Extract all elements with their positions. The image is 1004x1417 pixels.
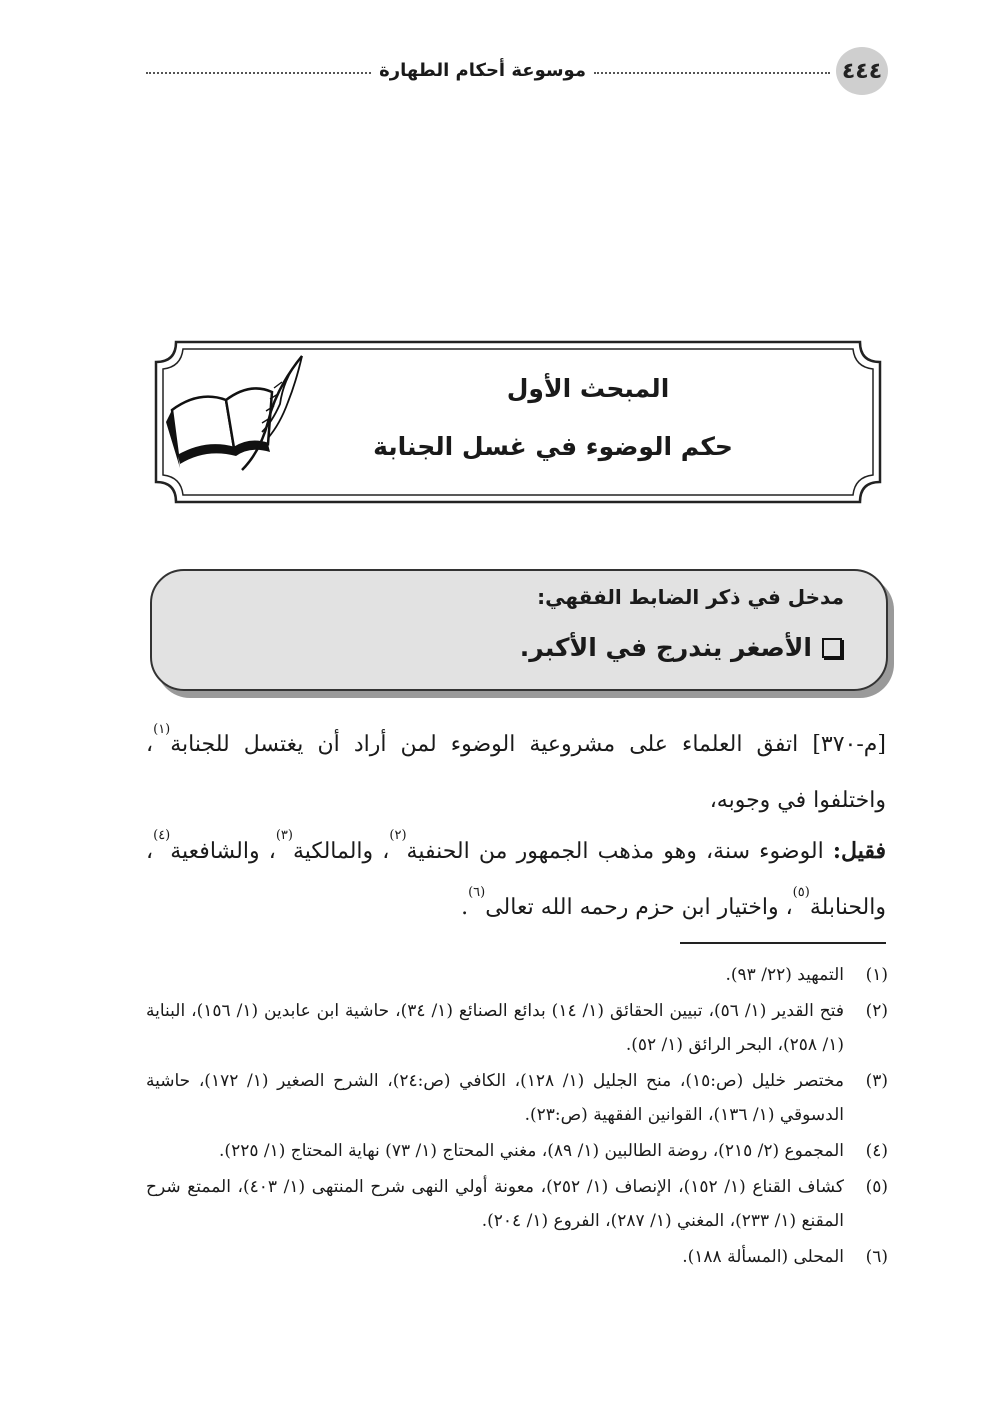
paragraph-text: .	[461, 895, 469, 920]
running-title-bar	[146, 44, 830, 96]
footnote-number: (١)	[865, 965, 888, 985]
footnote-ref[interactable]: (٣)	[275, 828, 293, 843]
footnote-text: المجموع (٢/ ٢١٥)، روضة الطالبين (١/ ٨٩)، مغني المحتاج (١/ ٧٣) نهاية المحتاج (١/ ٢٢٥).	[219, 1141, 844, 1161]
page-number: ٤٤٤	[836, 47, 888, 95]
chapter-subheading: حكم الوضوء في غسل الجنابة	[373, 432, 733, 461]
checkbox-bullet-icon	[822, 638, 842, 658]
footnote-item	[146, 1064, 888, 1132]
chapter-heading: المبحث الأول	[506, 374, 670, 403]
footnote-item	[146, 958, 888, 992]
footnotes	[146, 958, 888, 1276]
footnote-number: (٤)	[865, 1141, 888, 1161]
paragraph-intro	[146, 717, 886, 829]
juristic-rule-box	[150, 569, 888, 691]
rule-statement	[520, 633, 842, 662]
paragraph-text: ، واختيار ابن حزم رحمه الله تعالى	[485, 895, 793, 920]
footnote-ref[interactable]: (٤)	[153, 828, 171, 843]
footnote-text: فتح القدير (١/ ٥٦)، تبيين الحقائق (١/ ١٤) بدائع الصنائع (١/ ٣٤)، حاشية ابن عابدين (١/ ١٥٦)، البناية (١/ ٢٥٨)، البحر الرائق (١/ ٥٢).	[146, 1001, 844, 1055]
footnote-text: التمهيد (٢٢/ ٩٣).	[725, 965, 844, 985]
paragraph-text: الوضوء سنة، وهو مذهب الجمهور من الحنفية	[406, 839, 833, 864]
running-title: موسوعة أحكام الطهارة	[379, 59, 586, 81]
footnote-number: (٥)	[865, 1177, 888, 1197]
dotted-leader-right	[594, 72, 830, 74]
footnote-item	[146, 994, 888, 1062]
footnote-ref[interactable]: (٥)	[792, 885, 810, 900]
dotted-leader-left	[146, 72, 371, 74]
chapter-title-box	[146, 340, 890, 504]
footnote-ref[interactable]: (١)	[153, 722, 171, 737]
footnote-ref[interactable]: (٦)	[468, 885, 486, 900]
footnote-text: مختصر خليل (ص:١٥)، منح الجليل (١/ ١٢٨)، الكافي (ص:٢٤)، الشرح الصغير (١/ ١٧٢)، حاشية الدسوقي (١/ ١٣٦)، القوانين الفقهية (ص:٢٣).	[146, 1071, 844, 1125]
rule-text: الأصغر يندرج في الأكبر.	[519, 633, 812, 662]
footnote-number: (٢)	[865, 1001, 888, 1021]
paragraph-text: ، والشافعية	[170, 839, 276, 864]
footnote-text: كشاف القناع (١/ ١٥٢)، الإنصاف (١/ ٢٥٢)، معونة أولي النهى شرح المنتهى (١/ ٤٠٣)، الممتع شرح المقنع (١/ ٢٣٣)، المغني (١/ ٢٨٧)، الفروع (١/ ٢٠٤).	[146, 1177, 844, 1231]
paragraph-opinion-one	[146, 823, 886, 936]
footnote-number: (٦)	[865, 1247, 888, 1267]
paragraph-text: ، والمالكية	[292, 839, 390, 864]
footnote-separator	[680, 942, 886, 944]
footnote-item	[146, 1134, 888, 1168]
footnote-text: المحلى (المسألة ١٨٨).	[682, 1247, 844, 1267]
footnote-number: (٣)	[865, 1071, 888, 1091]
paragraph-text: ، واختلفوا في وجوبه،	[146, 732, 886, 813]
footnote-ref[interactable]: (٢)	[389, 828, 407, 843]
book-and-quill-icon	[164, 352, 314, 480]
opinion-lead: فقيل:	[832, 838, 886, 864]
rule-label: مدخل في ذكر الضابط الفقهي:	[537, 585, 844, 609]
page-header	[146, 44, 890, 96]
paragraph-text: ، والحنابلة	[146, 839, 886, 920]
paragraph-text: [م-٣٧٠] اتفق العلماء على مشروعية الوضوء لمن أراد أن يغتسل للجنابة	[170, 732, 886, 757]
footnote-item	[146, 1240, 888, 1274]
footnote-item	[146, 1170, 888, 1238]
